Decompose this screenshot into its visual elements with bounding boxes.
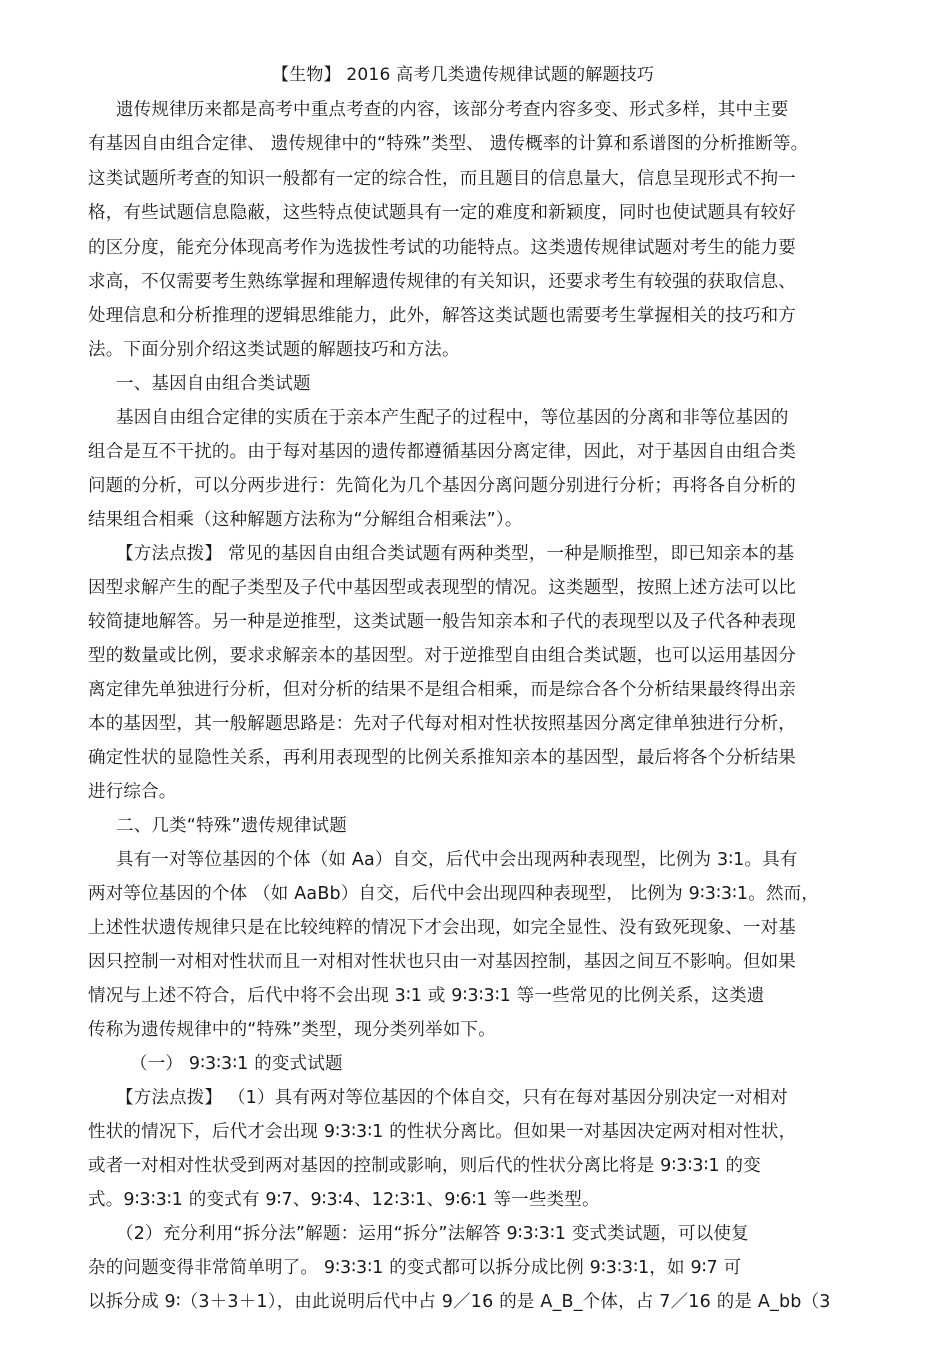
paragraph-line: 型的数量或比例，要求求解亲本的基因型。对于逆推型自由组合类试题，也可以运用基因分 <box>88 646 796 666</box>
subsection-heading: （一） 9∶3∶3∶1 的变式试题 <box>130 1054 343 1074</box>
paragraph-line: 【方法点拨】 （1）具有两对等位基因的个体自交，只有在每对基因分别决定一对相对 <box>116 1088 788 1108</box>
paragraph-line: 本的基因型，其一般解题思路是：先对子代每对相对性状按照基因分离定律单独进行分析， <box>88 714 796 734</box>
section-heading: 二、几类“特殊”遗传规律试题 <box>116 816 347 836</box>
paragraph-line: 的区分度，能充分体现高考作为选拔性考试的功能特点。这类遗传规律试题对考生的能力要 <box>88 238 796 258</box>
paragraph-line: 传称为遗传规律中的“特殊”类型，现分类列举如下。 <box>88 1020 496 1040</box>
paragraph-line: 求高，不仅需要考生熟练掌握和理解遗传规律的有关知识，还要求考生有较强的获取信息、 <box>88 272 796 292</box>
paragraph-line: 基因自由组合定律的实质在于亲本产生配子的过程中，等位基因的分离和非等位基因的 <box>116 408 789 428</box>
paragraph-line: 有基因自由组合定律、 遗传规律中的“特殊”类型、 遗传概率的计算和系谱图的分析推断等。 <box>88 134 809 154</box>
paragraph-line: 具有一对等位基因的个体（如 Aa）自交，后代中会出现两种表现型，比例为 3∶1。具有 <box>116 850 798 870</box>
paragraph-line: 性状的情况下，后代才会出现 9∶3∶3∶1 的性状分离比。但如果一对基因决定两对相对性状， <box>88 1122 797 1142</box>
paragraph-line: 情况与上述不符合，后代中将不会出现 3∶1 或 9∶3∶3∶1 等一些常见的比例关系，这类遗 <box>88 986 765 1006</box>
paragraph-line: 较简捷地解答。另一种是逆推型，这类试题一般告知亲本和子代的表现型以及子代各种表现 <box>88 612 796 632</box>
paragraph-line: 两对等位基因的个体 （如 AaBb）自交，后代中会出现四种表现型， 比例为 9∶3∶3∶1。然而， <box>88 884 820 904</box>
paragraph-line: 格，有些试题信息隐蔽，这些特点使试题具有一定的难度和新颖度，同时也使试题具有较好 <box>88 203 796 223</box>
paragraph-line: （2）充分利用“拆分法”解题：运用“拆分”法解答 9∶3∶3∶1 变式类试题，可以使复 <box>116 1224 749 1244</box>
paragraph-line: 这类试题所考查的知识一般都有一定的综合性，而且题目的信息量大，信息呈现形式不拘一 <box>88 169 796 189</box>
paragraph-line: 离定律先单独进行分析，但对分析的结果不是组合相乘，而是综合各个分析结果最终得出亲 <box>88 680 796 700</box>
document-title: 【生物】 2016 高考几类遗传规律试题的解题技巧 <box>272 65 655 85</box>
paragraph-line: 确定性状的显隐性关系，再利用表现型的比例关系推知亲本的基因型，最后将各个分析结果 <box>88 748 796 768</box>
paragraph-line: 进行综合。 <box>88 782 177 802</box>
section-heading: 一、基因自由组合类试题 <box>116 374 311 394</box>
paragraph-line: 式。9∶3∶3∶1 的变式有 9∶7、9∶3∶4、12∶3∶1、9∶6∶1 等一些类型。 <box>88 1190 600 1210</box>
paragraph-line: 遗传规律历来都是高考中重点考查的内容，该部分考查内容多变、形式多样，其中主要 <box>116 100 789 120</box>
paragraph-line: 【方法点拨】 常见的基因自由组合类试题有两种类型，一种是顺推型，即已知亲本的基 <box>116 544 795 564</box>
paragraph-line: 结果组合相乘（这种解题方法称为“分解组合相乘法”）。 <box>88 510 523 530</box>
paragraph-line: 因型求解产生的配子类型及子代中基因型或表现型的情况。这类题型，按照上述方法可以比 <box>88 578 796 598</box>
paragraph-line: 组合是互不干扰的。由于每对基因的遗传都遵循基因分离定律，因此，对于基因自由组合类 <box>88 442 796 462</box>
paragraph-line: 法。下面分别介绍这类试题的解题技巧和方法。 <box>88 340 460 360</box>
paragraph-line: 问题的分析，可以分两步进行：先简化为几个基因分离问题分别进行分析；再将各自分析的 <box>88 476 796 496</box>
paragraph-line: 上述性状遗传规律只是在比较纯粹的情况下才会出现，如完全显性、没有致死现象、一对基 <box>88 918 796 938</box>
paragraph-line: 处理信息和分析推理的逻辑思维能力，此外，解答这类试题也需要考生掌握相关的技巧和方 <box>88 306 796 326</box>
paragraph-line: 以拆分成 9∶（3＋3＋1），由此说明后代中占 9／16 的是 A_B_个体，占 7／16 的是 A_bb（3 <box>88 1292 831 1312</box>
paragraph-line: 杂的问题变得非常简单明了。 9∶3∶3∶1 的变式都可以拆分成比例 9∶3∶3∶1，如 9∶7 可 <box>88 1258 742 1278</box>
paragraph-line: 或者一对相对性状受到两对基因的控制或影响，则后代的性状分离比将是 9∶3∶3∶1 的变 <box>88 1156 761 1176</box>
paragraph-line: 因只控制一对相对性状而且一对相对性状也只由一对基因控制，基因之间互不影响。但如果 <box>88 952 796 972</box>
